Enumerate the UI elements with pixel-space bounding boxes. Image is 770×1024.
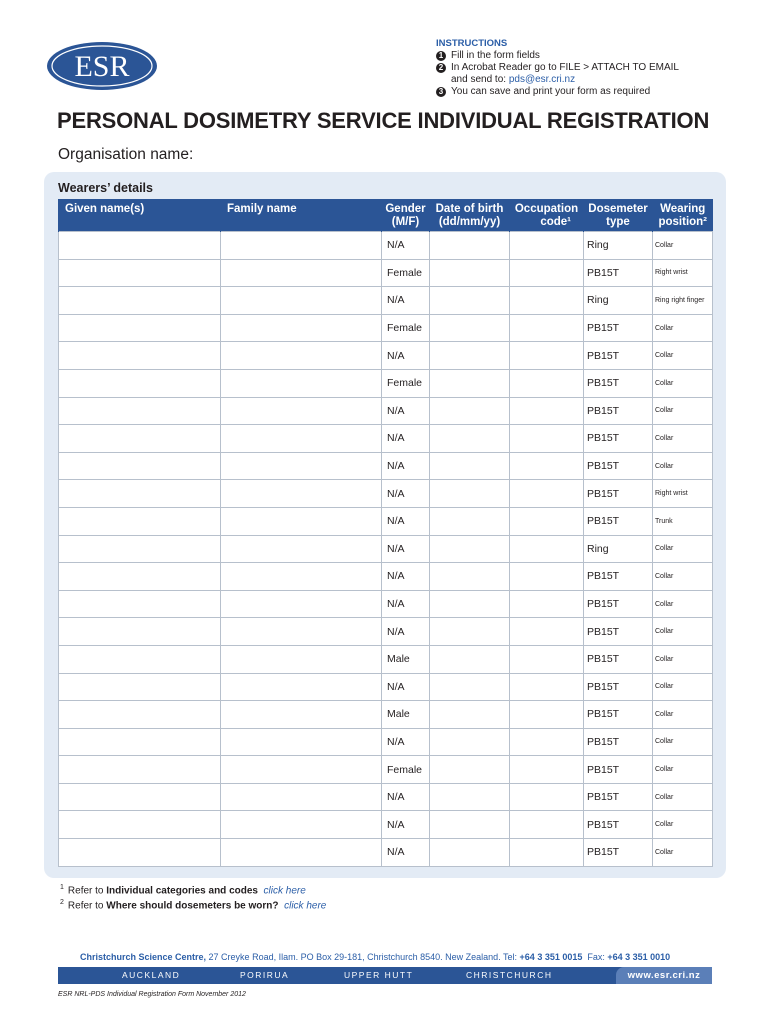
click-here-link[interactable]: click here (263, 885, 306, 897)
date-of-birth-field[interactable] (430, 507, 510, 535)
table-row (59, 480, 713, 508)
locations-bar (58, 967, 712, 984)
gender-field[interactable]: Male (382, 645, 430, 673)
occupation-code-field[interactable] (510, 811, 584, 839)
wearing-position-field[interactable]: Collar (653, 535, 713, 563)
given-name-field[interactable] (59, 645, 221, 673)
occupation-code-field[interactable] (510, 425, 584, 453)
date-of-birth-field[interactable] (430, 783, 510, 811)
family-name-field[interactable] (221, 701, 382, 729)
date-of-birth-field[interactable] (430, 673, 510, 701)
step-number: 1 (436, 51, 446, 61)
section-title: Wearers’ details (58, 181, 153, 195)
step-text: and send to: (451, 74, 509, 85)
wearing-position-field[interactable]: Collar (653, 452, 713, 480)
occupation-code-field[interactable] (510, 590, 584, 618)
occupation-code-field[interactable] (510, 480, 584, 508)
step-text: Fill in the form fields (451, 50, 540, 61)
dosemeter-type-field[interactable]: PB15T (584, 452, 653, 480)
family-name-field[interactable] (221, 369, 382, 397)
date-of-birth-field[interactable] (430, 259, 510, 287)
dosemeter-type-field[interactable]: Ring (584, 287, 653, 315)
given-name-field[interactable] (59, 811, 221, 839)
given-name-field[interactable] (59, 839, 221, 867)
wearing-position-field[interactable]: Collar (653, 232, 713, 260)
occupation-code-field[interactable] (510, 563, 584, 591)
date-of-birth-field[interactable] (430, 397, 510, 425)
occupation-code-field[interactable] (510, 756, 584, 784)
table-row (59, 563, 713, 591)
given-name-field[interactable] (59, 259, 221, 287)
gender-field[interactable]: N/A (382, 811, 430, 839)
date-of-birth-field[interactable] (430, 287, 510, 315)
date-of-birth-field[interactable] (430, 563, 510, 591)
dosemeter-type-field[interactable]: PB15T (584, 728, 653, 756)
dosemeter-type-field[interactable]: PB15T (584, 563, 653, 591)
family-name-field[interactable] (221, 590, 382, 618)
table-row (59, 287, 713, 315)
dosemeter-type-field[interactable]: PB15T (584, 590, 653, 618)
date-of-birth-field[interactable] (430, 314, 510, 342)
occupation-code-field[interactable] (510, 452, 584, 480)
dosemeter-type-field[interactable]: PB15T (584, 783, 653, 811)
wearing-position-field[interactable]: Collar (653, 645, 713, 673)
occupation-code-field[interactable] (510, 839, 584, 867)
wearing-position-field[interactable]: Collar (653, 342, 713, 370)
date-of-birth-field[interactable] (430, 342, 510, 370)
family-name-field[interactable] (221, 811, 382, 839)
family-name-field[interactable] (221, 563, 382, 591)
given-name-field[interactable] (59, 425, 221, 453)
page-title: PERSONAL DOSIMETRY SERVICE INDIVIDUAL REGISTRATION (57, 108, 710, 133)
date-of-birth-field[interactable] (430, 618, 510, 646)
table-row (59, 701, 713, 729)
date-of-birth-field[interactable] (430, 839, 510, 867)
table-row (59, 811, 713, 839)
wearing-position-field[interactable]: Right wrist (653, 480, 713, 508)
family-name-field[interactable] (221, 425, 382, 453)
dosemeter-type-field[interactable]: PB15T (584, 259, 653, 287)
date-of-birth-field[interactable] (430, 480, 510, 508)
step-number: 3 (436, 87, 446, 97)
given-name-field[interactable] (59, 756, 221, 784)
occupation-code-field[interactable] (510, 397, 584, 425)
col-given-name: Given name(s) (59, 199, 221, 232)
footnote: $^1$ Refer to Individual categories and codes click here (60, 884, 306, 897)
given-name-field[interactable] (59, 563, 221, 591)
table-row (59, 783, 713, 811)
table-row (59, 314, 713, 342)
occupation-code-field[interactable] (510, 673, 584, 701)
given-name-field[interactable] (59, 480, 221, 508)
logo-text: ESR (74, 50, 130, 83)
gender-field[interactable]: N/A (382, 783, 430, 811)
dosemeter-type-field[interactable]: PB15T (584, 673, 653, 701)
table-body (59, 232, 713, 867)
step-number: 2 (436, 63, 446, 73)
col-occupation-code: Occupation code¹ (510, 199, 584, 232)
gender-field[interactable]: N/A (382, 452, 430, 480)
table-row (59, 369, 713, 397)
date-of-birth-field[interactable] (430, 535, 510, 563)
gender-field[interactable]: N/A (382, 342, 430, 370)
occupation-code-field[interactable] (510, 535, 584, 563)
family-name-field[interactable] (221, 535, 382, 563)
gender-field[interactable]: N/A (382, 590, 430, 618)
given-name-field[interactable] (59, 314, 221, 342)
click-here-link[interactable]: click here (284, 900, 327, 912)
dosemeter-type-field[interactable]: PB15T (584, 397, 653, 425)
given-name-field[interactable] (59, 618, 221, 646)
gender-field[interactable]: N/A (382, 287, 430, 315)
instruction-step-continuation (436, 74, 679, 86)
esr-logo (46, 41, 158, 91)
date-of-birth-field[interactable] (430, 728, 510, 756)
date-of-birth-field[interactable] (430, 811, 510, 839)
date-of-birth-field[interactable] (430, 425, 510, 453)
gender-field[interactable]: Female (382, 259, 430, 287)
gender-field[interactable]: N/A (382, 507, 430, 535)
gender-field[interactable]: N/A (382, 480, 430, 508)
occupation-code-field[interactable] (510, 369, 584, 397)
gender-field[interactable]: Female (382, 314, 430, 342)
date-of-birth-field[interactable] (430, 645, 510, 673)
given-name-field[interactable] (59, 535, 221, 563)
wearing-position-field[interactable]: Collar (653, 756, 713, 784)
given-name-field[interactable] (59, 397, 221, 425)
dosemeter-type-field[interactable]: PB15T (584, 618, 653, 646)
table-row (59, 342, 713, 370)
given-name-field[interactable] (59, 728, 221, 756)
family-name-field[interactable] (221, 673, 382, 701)
col-dosemeter-type: Dosemeter type (584, 199, 653, 232)
date-of-birth-field[interactable] (430, 590, 510, 618)
address-line: Christchurch Science Centre, 27 Creyke Road, Ilam. PO Box 29-181, Christchurch 8540. New Zealand. Tel: +64 3 351 0015 Fax: +64 3 351 0010 (80, 952, 671, 962)
table-row (59, 232, 713, 260)
wearers-table (58, 199, 713, 867)
wearing-position-field[interactable]: Collar (653, 314, 713, 342)
occupation-code-field[interactable] (510, 701, 584, 729)
gender-field[interactable]: N/A (382, 728, 430, 756)
gender-field[interactable]: N/A (382, 535, 430, 563)
col-wearing-position: Wearing position² (653, 199, 713, 232)
occupation-code-field[interactable] (510, 618, 584, 646)
occupation-code-field[interactable] (510, 507, 584, 535)
table-row (59, 756, 713, 784)
date-of-birth-field[interactable] (430, 369, 510, 397)
given-name-field[interactable] (59, 342, 221, 370)
dosemeter-type-field[interactable]: PB15T (584, 480, 653, 508)
table-row (59, 452, 713, 480)
dosemeter-type-field[interactable]: PB15T (584, 342, 653, 370)
table-row (59, 535, 713, 563)
gender-field[interactable]: N/A (382, 618, 430, 646)
location-upper-hutt: UPPER HUTT (344, 970, 414, 980)
table-row (59, 507, 713, 535)
instruction-step (436, 86, 679, 98)
dosemeter-type-field[interactable]: Ring (584, 535, 653, 563)
family-name-field[interactable] (221, 645, 382, 673)
dosemeter-type-field[interactable]: PB15T (584, 369, 653, 397)
date-of-birth-field[interactable] (430, 452, 510, 480)
given-name-field[interactable] (59, 673, 221, 701)
family-name-field[interactable] (221, 618, 382, 646)
dosemeter-type-field[interactable]: PB15T (584, 645, 653, 673)
occupation-code-field[interactable] (510, 287, 584, 315)
dosemeter-type-field[interactable]: PB15T (584, 314, 653, 342)
table-row (59, 673, 713, 701)
gender-field[interactable]: N/A (382, 425, 430, 453)
gender-field[interactable]: N/A (382, 563, 430, 591)
occupation-code-field[interactable] (510, 342, 584, 370)
given-name-field[interactable] (59, 507, 221, 535)
wearing-position-field[interactable]: Collar (653, 563, 713, 591)
family-name-field[interactable] (221, 783, 382, 811)
table-row (59, 728, 713, 756)
gender-field[interactable]: N/A (382, 673, 430, 701)
location-christchurch: CHRISTCHURCH (466, 970, 553, 980)
occupation-code-field[interactable] (510, 783, 584, 811)
occupation-code-field[interactable] (510, 232, 584, 260)
wearing-position-field[interactable]: Ring right finger (653, 287, 713, 315)
family-name-field[interactable] (221, 342, 382, 370)
gender-field[interactable]: N/A (382, 397, 430, 425)
wearing-position-field[interactable]: Collar (653, 783, 713, 811)
instructions-heading: INSTRUCTIONS (436, 38, 508, 49)
step-text: In Acrobat Reader go to FILE > ATTACH TO EMAIL (451, 62, 679, 73)
family-name-field[interactable] (221, 314, 382, 342)
given-name-field[interactable] (59, 590, 221, 618)
col-date-of-birth: Date of birth (dd/mm/yy) (430, 199, 510, 232)
occupation-code-field[interactable] (510, 728, 584, 756)
table-row (59, 397, 713, 425)
wearing-position-field[interactable]: Collar (653, 701, 713, 729)
footnote: $^2$ Refer to Where should dosemeters be worn? click here (60, 899, 327, 912)
dosemeter-type-field[interactable]: PB15T (584, 811, 653, 839)
family-name-field[interactable] (221, 452, 382, 480)
family-name-field[interactable] (221, 259, 382, 287)
given-name-field[interactable] (59, 369, 221, 397)
gender-field[interactable]: Female (382, 369, 430, 397)
wearing-position-field[interactable]: Collar (653, 811, 713, 839)
wearing-position-field[interactable]: Collar (653, 590, 713, 618)
dosemeter-type-field[interactable]: Ring (584, 232, 653, 260)
given-name-field[interactable] (59, 452, 221, 480)
email-link[interactable]: pds@esr.cri.nz (508, 74, 576, 85)
table-row (59, 259, 713, 287)
gender-field[interactable]: N/A (382, 839, 430, 867)
dosemeter-type-field[interactable]: PB15T (584, 839, 653, 867)
table-row (59, 425, 713, 453)
gender-field[interactable]: N/A (382, 232, 430, 260)
given-name-field[interactable] (59, 783, 221, 811)
given-name-field[interactable] (59, 232, 221, 260)
occupation-code-field[interactable] (510, 259, 584, 287)
location-porirua: PORIRUA (240, 970, 290, 980)
wearing-position-field[interactable]: Collar (653, 839, 713, 867)
dosemeter-type-field[interactable]: PB15T (584, 425, 653, 453)
family-name-field[interactable] (221, 728, 382, 756)
wearing-position-field[interactable]: Collar (653, 673, 713, 701)
family-name-field[interactable] (221, 232, 382, 260)
step-text: You can save and print your form as required (451, 86, 651, 97)
date-of-birth-field[interactable] (430, 701, 510, 729)
gender-field[interactable]: Male (382, 701, 430, 729)
col-family-name: Family name (221, 199, 382, 232)
dosemeter-type-field[interactable]: PB15T (584, 756, 653, 784)
wearing-position-field[interactable]: Collar (653, 618, 713, 646)
table-row (59, 839, 713, 867)
footnotes (60, 882, 326, 913)
wearing-position-field[interactable]: Collar (653, 369, 713, 397)
table-header-row (59, 199, 713, 232)
form-reference: ESR NRL-PDS Individual Registration Form November 2012 (58, 991, 246, 998)
date-of-birth-field[interactable] (430, 232, 510, 260)
gender-field[interactable]: Female (382, 756, 430, 784)
website-link[interactable]: www.esr.cri.nz (616, 967, 712, 984)
table-row (59, 618, 713, 646)
wearing-position-field[interactable]: Right wrist (653, 259, 713, 287)
family-name-field[interactable] (221, 507, 382, 535)
col-gender: Gender (M/F) (382, 199, 430, 232)
occupation-code-field[interactable] (510, 314, 584, 342)
instructions (436, 38, 679, 98)
dosemeter-type-field[interactable]: PB15T (584, 701, 653, 729)
given-name-field[interactable] (59, 701, 221, 729)
family-name-field[interactable] (221, 480, 382, 508)
instruction-step (436, 62, 679, 74)
location-auckland: AUCKLAND (122, 970, 181, 980)
table-row (59, 590, 713, 618)
wearing-position-field[interactable]: Collar (653, 425, 713, 453)
family-name-field[interactable] (221, 839, 382, 867)
organisation-name-label: Organisation name: (58, 146, 194, 163)
family-name-field[interactable] (221, 397, 382, 425)
wearing-position-field[interactable]: Trunk (653, 507, 713, 535)
family-name-field[interactable] (221, 756, 382, 784)
instruction-step (436, 50, 679, 62)
dosemeter-type-field[interactable]: PB15T (584, 507, 653, 535)
occupation-code-field[interactable] (510, 645, 584, 673)
wearing-position-field[interactable]: Collar (653, 397, 713, 425)
given-name-field[interactable] (59, 287, 221, 315)
wearing-position-field[interactable]: Collar (653, 728, 713, 756)
table-row (59, 645, 713, 673)
family-name-field[interactable] (221, 287, 382, 315)
date-of-birth-field[interactable] (430, 756, 510, 784)
